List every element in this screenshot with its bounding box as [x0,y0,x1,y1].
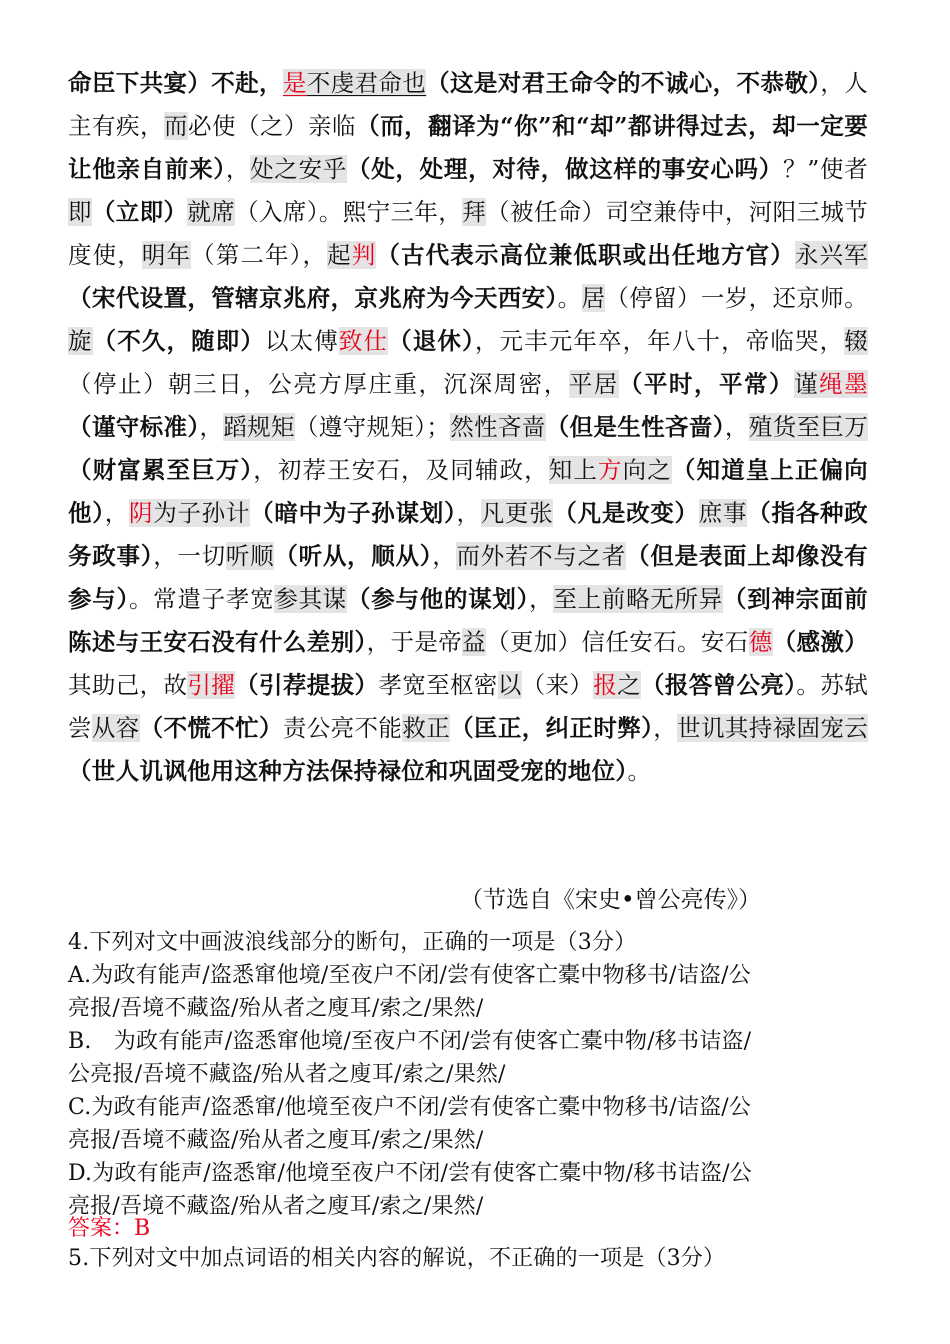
passage-segment: 拜 [462,198,487,226]
passage-segment: （第二年）， [191,241,328,269]
passage-segment: （报答曾公亮） [641,671,797,699]
question-4-stem: 4.下列对文中画波浪线部分的断句，正确的一项是（3分） [68,930,637,955]
passage-segment: 而外若不与之者 [456,542,627,570]
passage-segment: （谨守标准） [68,413,200,441]
passage-segment: ， [653,714,678,742]
passage-segment: （引荐提拔） [235,671,379,699]
passage-segment: （这是对君王命令的不诚心，不恭敬） [426,69,821,97]
passage-segment: （立即） [91,198,188,226]
answer-text: 答案：B [68,1216,151,1241]
question-4-option-line: B. 为政有能声/盗悉窜他境/至夜户不闭/尝有使客亡橐中物/移书诘盗/ [68,1029,752,1054]
question-4-option-line: 亮报/吾境不藏盗/殆从者之廋耳/索之/果然/ [68,1194,484,1219]
passage-segment: （古代表示高位兼低职或出任地方官） [376,241,795,269]
passage-segment: 。常遣子孝宽 [128,585,275,613]
question-4-option-line: 亮报/吾境不藏盗/殆从者之廋耳/索之/果然/ [68,1128,484,1153]
passage-segment: 明年 [141,241,192,269]
passage-segment: 永兴军 [794,241,868,269]
passage-segment: 平居 [568,370,619,398]
passage-segment: ，元丰元年卒，年八十，帝临哭， [474,327,845,355]
passage-segment: 以 [497,671,522,699]
question-4-option-line: C.为政有能声/盗悉窜/他境至夜户不闭/尝有使客亡橐中物移书/诘盗/公 [68,1095,752,1120]
passage-segment: 凡更张 [480,499,554,527]
passage-segment: 。 [557,284,582,312]
passage-segment: ， [724,413,749,441]
passage-segment: ？”使者 [783,155,869,183]
passage-segment: ， [104,499,129,527]
passage-segment: （宋代设置，管辖京兆府，京兆府为今天西安） [68,284,558,312]
passage-segment: （退休） [388,327,475,355]
passage-segment: ， [456,499,481,527]
passage-segment: ， [199,413,224,441]
passage-segment: 世讥其持禄固宠云 [677,714,869,742]
passage-segment: （到神宗面前陈述与王安石没有什么差别） [68,585,868,656]
passage-segment: （停止）朝三日，公亮方厚庄重，沉深周密， [68,370,569,398]
question-4-option-line: A.为政有能声/盗悉窜他境/至夜户不闭/尝有使客亡橐中物移书/诘盗/公 [68,963,751,988]
question-4-option-line: 公亮报/吾境不藏盗/殆从者之廋耳/索之/果然/ [68,1062,506,1087]
passage-segment: （但是表面上却像没有参与） [68,542,868,613]
passage-segment: 绳墨 [819,370,868,398]
passage-segment: 听顺 [225,542,275,570]
passage-segment: 其助己，故 [68,671,188,699]
passage-segment: （感激） [772,628,869,656]
passage-segment: （财富累至巨万） [68,456,254,484]
passage-segment: 即 [68,198,92,226]
passage-segment: 知上 [548,456,598,484]
passage-segment: （指各种政务政事） [68,499,868,570]
passage-segment: 报 [593,671,618,699]
passage-segment: （暗中为子孙谋划） [250,499,457,527]
passage-segment: 孝宽至枢密 [378,671,498,699]
passage-segment: （知道皇上正偏向他） [68,456,868,527]
passage-segment: 致仕 [338,327,389,355]
passage-segment: 救正 [402,714,451,742]
passage-segment: 德 [748,628,773,656]
passage-segment: 以太傅 [264,327,339,355]
passage-segment: 而 [164,112,189,140]
passage-segment: ， [432,542,457,570]
passage-segment: ， [225,155,251,183]
passage-segment: 起 [327,241,352,269]
passage-segment: ，人主有疾， [68,69,869,140]
source-citation: （节选自《宋史•曾公亮传》） [460,887,762,913]
passage-segment: 然性吝啬 [450,413,546,441]
passage-segment: 必使（之）亲临 [188,112,357,140]
passage-segment: ，一切 [153,542,226,570]
passage-segment: ，于是帝 [366,628,463,656]
question-4-option-line: D.为政有能声/盗悉窜/他境至夜户不闭/尝有使客亡橐中物/移书诘盗/公 [68,1161,752,1186]
passage-segment: （被任命）司空兼侍中，河阳三城节度使， [68,198,869,269]
passage-segment: 引擢 [187,671,236,699]
passage-segment: 方 [597,456,623,484]
passage-segment: （更加）信任安石。安石 [486,628,749,656]
question-4 [68,926,883,1223]
passage-segment: （不久，随即） [92,327,265,355]
passage-segment: 辍 [844,327,868,355]
passage-segment: 向之 [622,456,672,484]
passage-segment: ， [529,585,554,613]
passage-segment: （处，处理，对待，做这样的事安心吗） [346,155,784,183]
passage-segment: 是 [282,69,307,97]
question-5-stem: 5.下列对文中加点词语的相关内容的解说，不正确的一项是（3分） [68,1246,726,1271]
passage-segment: 不虔君命也 [306,69,427,97]
passage-segment: 处之安乎 [250,155,347,183]
passage-segment: （匡正，纠正时弊） [450,714,654,742]
passage-segment: 从容 [91,714,140,742]
passage-segment: （停留）一岁，还京师。 [605,284,868,312]
passage-segment: 旋 [68,327,93,355]
passage-segment: 。苏轼尝 [68,671,868,742]
passage-segment: （来） [521,671,594,699]
passage-segment: 殖货至巨万 [748,413,868,441]
passage-segment: 益 [462,628,487,656]
passage-segment: （凡是改变） [553,499,699,527]
passage-segment: 至上前略无所异 [553,585,724,613]
annotated-passage [68,62,868,793]
passage-segment: （而，翻译为“你”和“却”都讲得过去，却一定要让他亲自前来） [68,112,868,183]
passage-segment: （不慌不忙） [139,714,283,742]
passage-segment: 阴 [128,499,154,527]
question-5 [68,1242,883,1275]
passage-segment: 谨 [794,370,820,398]
passage-segment: 参其谋 [274,585,348,613]
passage-segment: 居 [581,284,606,312]
passage-segment: 。 [627,757,652,785]
passage-segment: 为子孙计 [153,499,251,527]
passage-segment: 判 [351,241,377,269]
passage-segment: 庶事 [698,499,748,527]
passage-segment: （世人讥讽他用这种方法保持禄位和巩固受宠的地位） [68,757,628,785]
passage-segment: （入席）。熙宁三年， [235,198,463,226]
passage-segment: 命臣下共宴）不赴， [68,69,283,97]
passage-segment: （听从，顺从） [274,542,433,570]
passage-segment: 之 [617,671,641,699]
passage-segment: （参与他的谋划） [347,585,530,613]
passage-segment: （平时，平常） [618,370,795,398]
passage-segment: （但是生性吝啬） [545,413,725,441]
passage-segment: （遵守规矩）； [294,413,451,441]
passage-segment: 责公亮不能 [282,714,403,742]
passage-segment: ，初荐王安石，及同辅政， [253,456,549,484]
passage-segment: 蹈规矩 [223,413,295,441]
question-4-option-line: 亮报/吾境不藏盗/殆从者之廋耳/索之/果然/ [68,996,484,1021]
passage-segment: 就席 [187,198,236,226]
